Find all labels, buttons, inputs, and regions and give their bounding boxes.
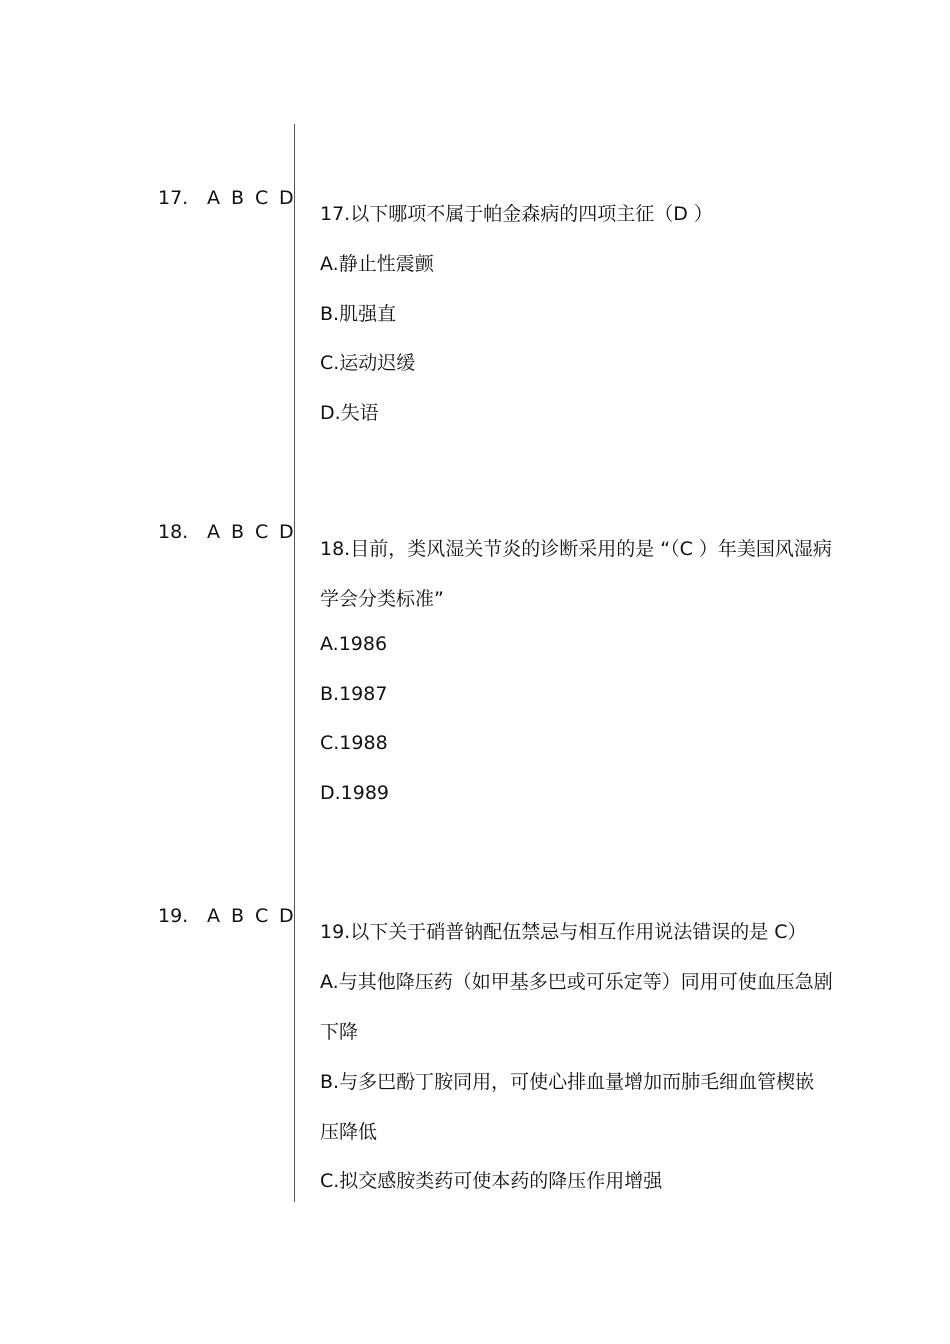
- choice-b[interactable]: B: [231, 905, 245, 927]
- choice-a[interactable]: A: [207, 905, 220, 927]
- option-text: B.与多巴酚丁胺同用，可使心排血量增加而肺毛细血管楔嵌: [320, 1071, 815, 1093]
- question-number: 19.: [158, 905, 189, 927]
- option-text: C.运动迟缓: [320, 352, 416, 374]
- option-text: C.1988: [320, 732, 388, 754]
- choice-b[interactable]: B: [231, 187, 245, 209]
- question-stem: 18.目前，类风湿关节炎的诊断采用的是 “（C ）年美国风湿病: [320, 538, 832, 560]
- option-text: A.与其他降压药（如甲基多巴或可乐定等）同用可使血压急剧: [320, 971, 833, 993]
- option-text: B.1987: [320, 683, 388, 705]
- option-text-continued: 压降低: [320, 1121, 378, 1143]
- choice-d[interactable]: D: [279, 187, 294, 209]
- choice-d[interactable]: D: [279, 905, 294, 927]
- choice-d[interactable]: D: [279, 521, 294, 543]
- option-text: D.1989: [320, 782, 390, 804]
- choice-a[interactable]: A: [207, 187, 220, 209]
- option-text: A.1986: [320, 633, 388, 655]
- option-text: A.静止性震颤: [320, 253, 434, 275]
- choice-c[interactable]: C: [255, 521, 269, 543]
- option-text-continued: 下降: [320, 1021, 359, 1043]
- question-stem-continued: 学会分类标准”: [320, 588, 444, 610]
- question-number: 18.: [158, 521, 189, 543]
- choice-c[interactable]: C: [255, 905, 269, 927]
- answer-choices: [207, 521, 303, 543]
- answer-choices: [207, 187, 303, 209]
- choice-b[interactable]: B: [231, 521, 245, 543]
- question-stem: 19.以下关于硝普钠配伍禁忌与相互作用说法错误的是 C）: [320, 921, 807, 943]
- option-text: B.肌强直: [320, 303, 397, 325]
- choice-a[interactable]: A: [207, 521, 220, 543]
- answer-choices: [207, 905, 303, 927]
- choice-c[interactable]: C: [255, 187, 269, 209]
- question-stem: 17.以下哪项不属于帕金森病的四项主征（D ）: [320, 203, 713, 225]
- column-divider: [294, 124, 295, 1202]
- option-text: D.失语: [320, 402, 379, 424]
- question-number: 17.: [158, 187, 189, 209]
- option-text: C.拟交感胺类药可使本药的降压作用增强: [320, 1170, 663, 1192]
